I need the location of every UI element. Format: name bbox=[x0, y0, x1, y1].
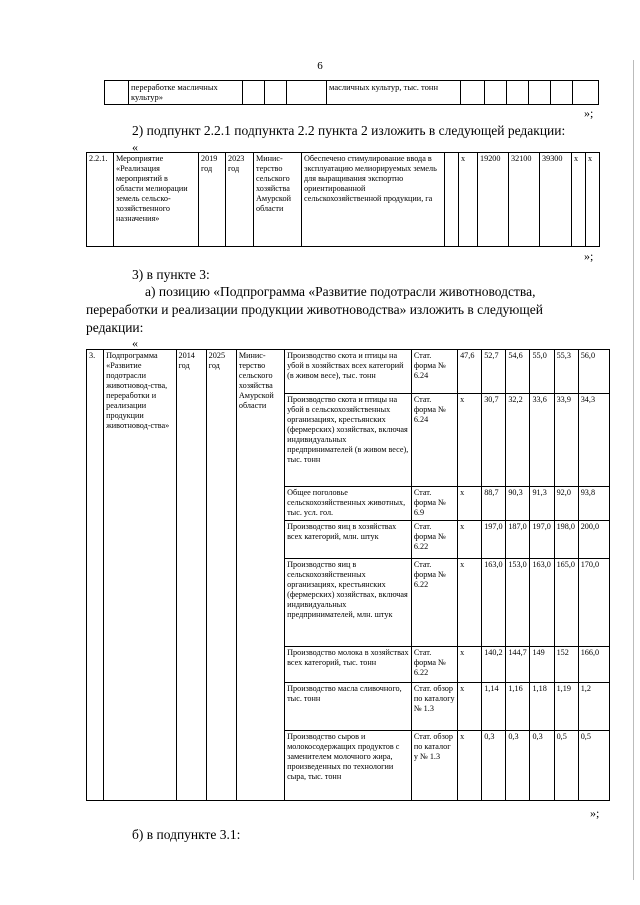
row221-val-6: x bbox=[586, 153, 600, 247]
big-row-7-val-4: 0,5 bbox=[554, 731, 578, 801]
big-row-7-val-3: 0,3 bbox=[530, 731, 554, 801]
paragraph-item-3a-line1: а) позицию «Подпрограмма «Развитие подотрасли животноводства, bbox=[145, 284, 536, 299]
big-row-3-source: Стат. форма № 6.22 bbox=[411, 521, 457, 559]
big-row-2-val-0: x bbox=[458, 487, 482, 521]
row221-end: 2023 год bbox=[226, 153, 254, 247]
big-row-1-val-4: 33,9 bbox=[554, 394, 578, 487]
row221-exec: Минис-терство сельского хозяйства Амурской области bbox=[254, 153, 302, 247]
scan-edge-line bbox=[633, 60, 634, 880]
big-row-3-val-2: 187,0 bbox=[506, 521, 530, 559]
big-row-2-val-4: 92,0 bbox=[554, 487, 578, 521]
top-left-text: переработке масличных культур» bbox=[129, 81, 243, 105]
big-row-2-indicator: Общее поголовье сельскохозяйственных животных, тыс. усл. гол. bbox=[285, 487, 412, 521]
big-row-4-indicator: Производство яиц в сельскохозяйственных организациях, крестьянских (фермерских) хозяйствах, включая индивидуальных предпринимателей, млн. штук bbox=[285, 559, 412, 647]
row221-val-0 bbox=[445, 153, 459, 247]
row221-val-2: 19200 bbox=[478, 153, 509, 247]
row221-val-5: x bbox=[572, 153, 586, 247]
big-end: 2025 год bbox=[206, 350, 236, 801]
big-row-2-val-1: 88,7 bbox=[482, 487, 506, 521]
big-row-4-source: Стат. форма № 6.22 bbox=[411, 559, 457, 647]
big-row-6-val-1: 1,14 bbox=[482, 683, 506, 731]
row221-val-3: 32100 bbox=[509, 153, 540, 247]
big-row-4-val-3: 163,0 bbox=[530, 559, 554, 647]
big-row-6-val-5: 1,2 bbox=[578, 683, 609, 731]
big-row-1-val-2: 32,2 bbox=[506, 394, 530, 487]
table-subprogram-3 bbox=[86, 349, 610, 801]
big-row-5-val-2: 144,7 bbox=[506, 647, 530, 683]
big-row-6-val-2: 1,16 bbox=[506, 683, 530, 731]
opening-quote-1: « bbox=[132, 140, 138, 154]
page-number: 6 bbox=[317, 60, 323, 72]
top-right-text: масличных культур, тыс. тонн bbox=[327, 81, 461, 105]
big-row-2-source: Стат. форма № 6.9 bbox=[411, 487, 457, 521]
big-row-5-val-3: 149 bbox=[530, 647, 554, 683]
big-name: Подпрограмма «Развитие подотрасли животновод-ства, переработки и реализации продукции животновод-ства» bbox=[104, 350, 176, 801]
big-row-3-val-3: 197,0 bbox=[530, 521, 554, 559]
row221-name: Мероприятие «Реализация мероприятий в области мелиорации земель сельско-хозяйственного назначения» bbox=[114, 153, 199, 247]
big-start: 2014 год bbox=[176, 350, 206, 801]
big-row-4-val-5: 170,0 bbox=[578, 559, 609, 647]
paragraph-item-3a-line3: редакции: bbox=[86, 320, 144, 335]
big-row-3-val-4: 198,0 bbox=[554, 521, 578, 559]
row221-val-1: x bbox=[459, 153, 478, 247]
big-row-0-indicator: Производство скота и птицы на убой в хозяйствах всех категорий (в живом весе), тыс. тонн bbox=[285, 350, 412, 394]
big-row-3-val-1: 197,0 bbox=[482, 521, 506, 559]
closing-quote-2: »; bbox=[584, 249, 594, 263]
big-row-6-indicator: Производство масла сливочного, тыс. тонн bbox=[285, 683, 412, 731]
big-num: 3. bbox=[87, 350, 104, 801]
big-row-1-indicator: Производство скота и птицы на убой в сельскохозяйственных организациях, крестьянских (фермерских) хозяйствах, включая индивидуальных предпринимателей (в живом весе), тыс. тонн bbox=[285, 394, 412, 487]
big-row-1-val-3: 33,6 bbox=[530, 394, 554, 487]
big-row-2-val-3: 91,3 bbox=[530, 487, 554, 521]
table-2-2-1 bbox=[86, 152, 600, 247]
big-row-5-val-5: 166,0 bbox=[578, 647, 609, 683]
big-row-1-val-5: 34,3 bbox=[578, 394, 609, 487]
big-row-0-val-0: 47,6 bbox=[458, 350, 482, 394]
big-row-0-val-2: 54,6 bbox=[506, 350, 530, 394]
big-row-5-val-0: x bbox=[458, 647, 482, 683]
paragraph-item-2: 2) подпункт 2.2.1 подпункта 2.2 пункта 2 изложить в следующей редакции: bbox=[132, 123, 566, 138]
big-row-2-val-2: 90,3 bbox=[506, 487, 530, 521]
big-row-5-indicator: Производство молока в хозяйствах всех категорий, тыс. тонн bbox=[285, 647, 412, 683]
big-row-6-val-4: 1,19 bbox=[554, 683, 578, 731]
big-row-7-source: Стат. обзор по каталог у № 1.3 bbox=[411, 731, 457, 801]
big-row-6-val-3: 1,18 bbox=[530, 683, 554, 731]
big-row-7-val-1: 0,3 bbox=[482, 731, 506, 801]
big-row-6-source: Стат. обзор по каталогу № 1.3 bbox=[411, 683, 457, 731]
big-row-2-val-5: 93,8 bbox=[578, 487, 609, 521]
big-row-5-val-1: 140,2 bbox=[482, 647, 506, 683]
big-row-7-val-0: x bbox=[458, 731, 482, 801]
big-row-3-indicator: Производство яиц в хозяйствах всех категорий, млн. штук bbox=[285, 521, 412, 559]
big-row-1-val-0: x bbox=[458, 394, 482, 487]
big-row-5-source: Стат. форма № 6.22 bbox=[411, 647, 457, 683]
paragraph-item-3b: б) в подпункте 3.1: bbox=[132, 827, 241, 842]
big-row-7-val-2: 0,3 bbox=[506, 731, 530, 801]
big-row-1-val-1: 30,7 bbox=[482, 394, 506, 487]
top-table-fragment bbox=[104, 80, 599, 105]
paragraph-item-3a-line2: переработки и реализации продукции животноводства» изложить в следующей bbox=[86, 302, 544, 317]
closing-quote-1: »; bbox=[584, 106, 594, 120]
big-row-7-indicator: Производство сыров и молокосодержащих продуктов с заменителем молочного жира, произведенных по технологии сыра, тыс. тонн bbox=[285, 731, 412, 801]
big-row-6-val-0: x bbox=[458, 683, 482, 731]
big-row-4-val-2: 153,0 bbox=[506, 559, 530, 647]
big-row-1-source: Стат. форма № 6.24 bbox=[411, 394, 457, 487]
big-row-3-val-0: x bbox=[458, 521, 482, 559]
opening-quote-2: « bbox=[132, 336, 138, 350]
row221-num: 2.2.1. bbox=[87, 153, 114, 247]
big-row-0-source: Стат. форма № 6.24 bbox=[411, 350, 457, 394]
row221-val-4: 39300 bbox=[540, 153, 572, 247]
big-row-4-val-0: x bbox=[458, 559, 482, 647]
big-row-0-val-1: 52,7 bbox=[482, 350, 506, 394]
big-row-4-val-4: 165,0 bbox=[554, 559, 578, 647]
big-row-7-val-5: 0,5 bbox=[578, 731, 609, 801]
big-row-3-val-5: 200,0 bbox=[578, 521, 609, 559]
big-row-4-val-1: 163,0 bbox=[482, 559, 506, 647]
big-exec: Минис-терство сельского хозяйства Амурской области bbox=[236, 350, 284, 801]
paragraph-item-3: 3) в пункте 3: bbox=[132, 267, 210, 282]
row221-indicator: Обеспечено стимулирование ввода в эксплуатацию мелиорируемых земель для выращивания экспортно ориентированной сельскохозяйственной продукции, га bbox=[302, 153, 445, 247]
big-row-0-val-4: 55,3 bbox=[554, 350, 578, 394]
closing-quote-3: »; bbox=[590, 806, 600, 820]
big-row-0-val-3: 55,0 bbox=[530, 350, 554, 394]
big-row-0-val-5: 56,0 bbox=[578, 350, 609, 394]
row221-start: 2019 год bbox=[199, 153, 226, 247]
big-row-5-val-4: 152 bbox=[554, 647, 578, 683]
